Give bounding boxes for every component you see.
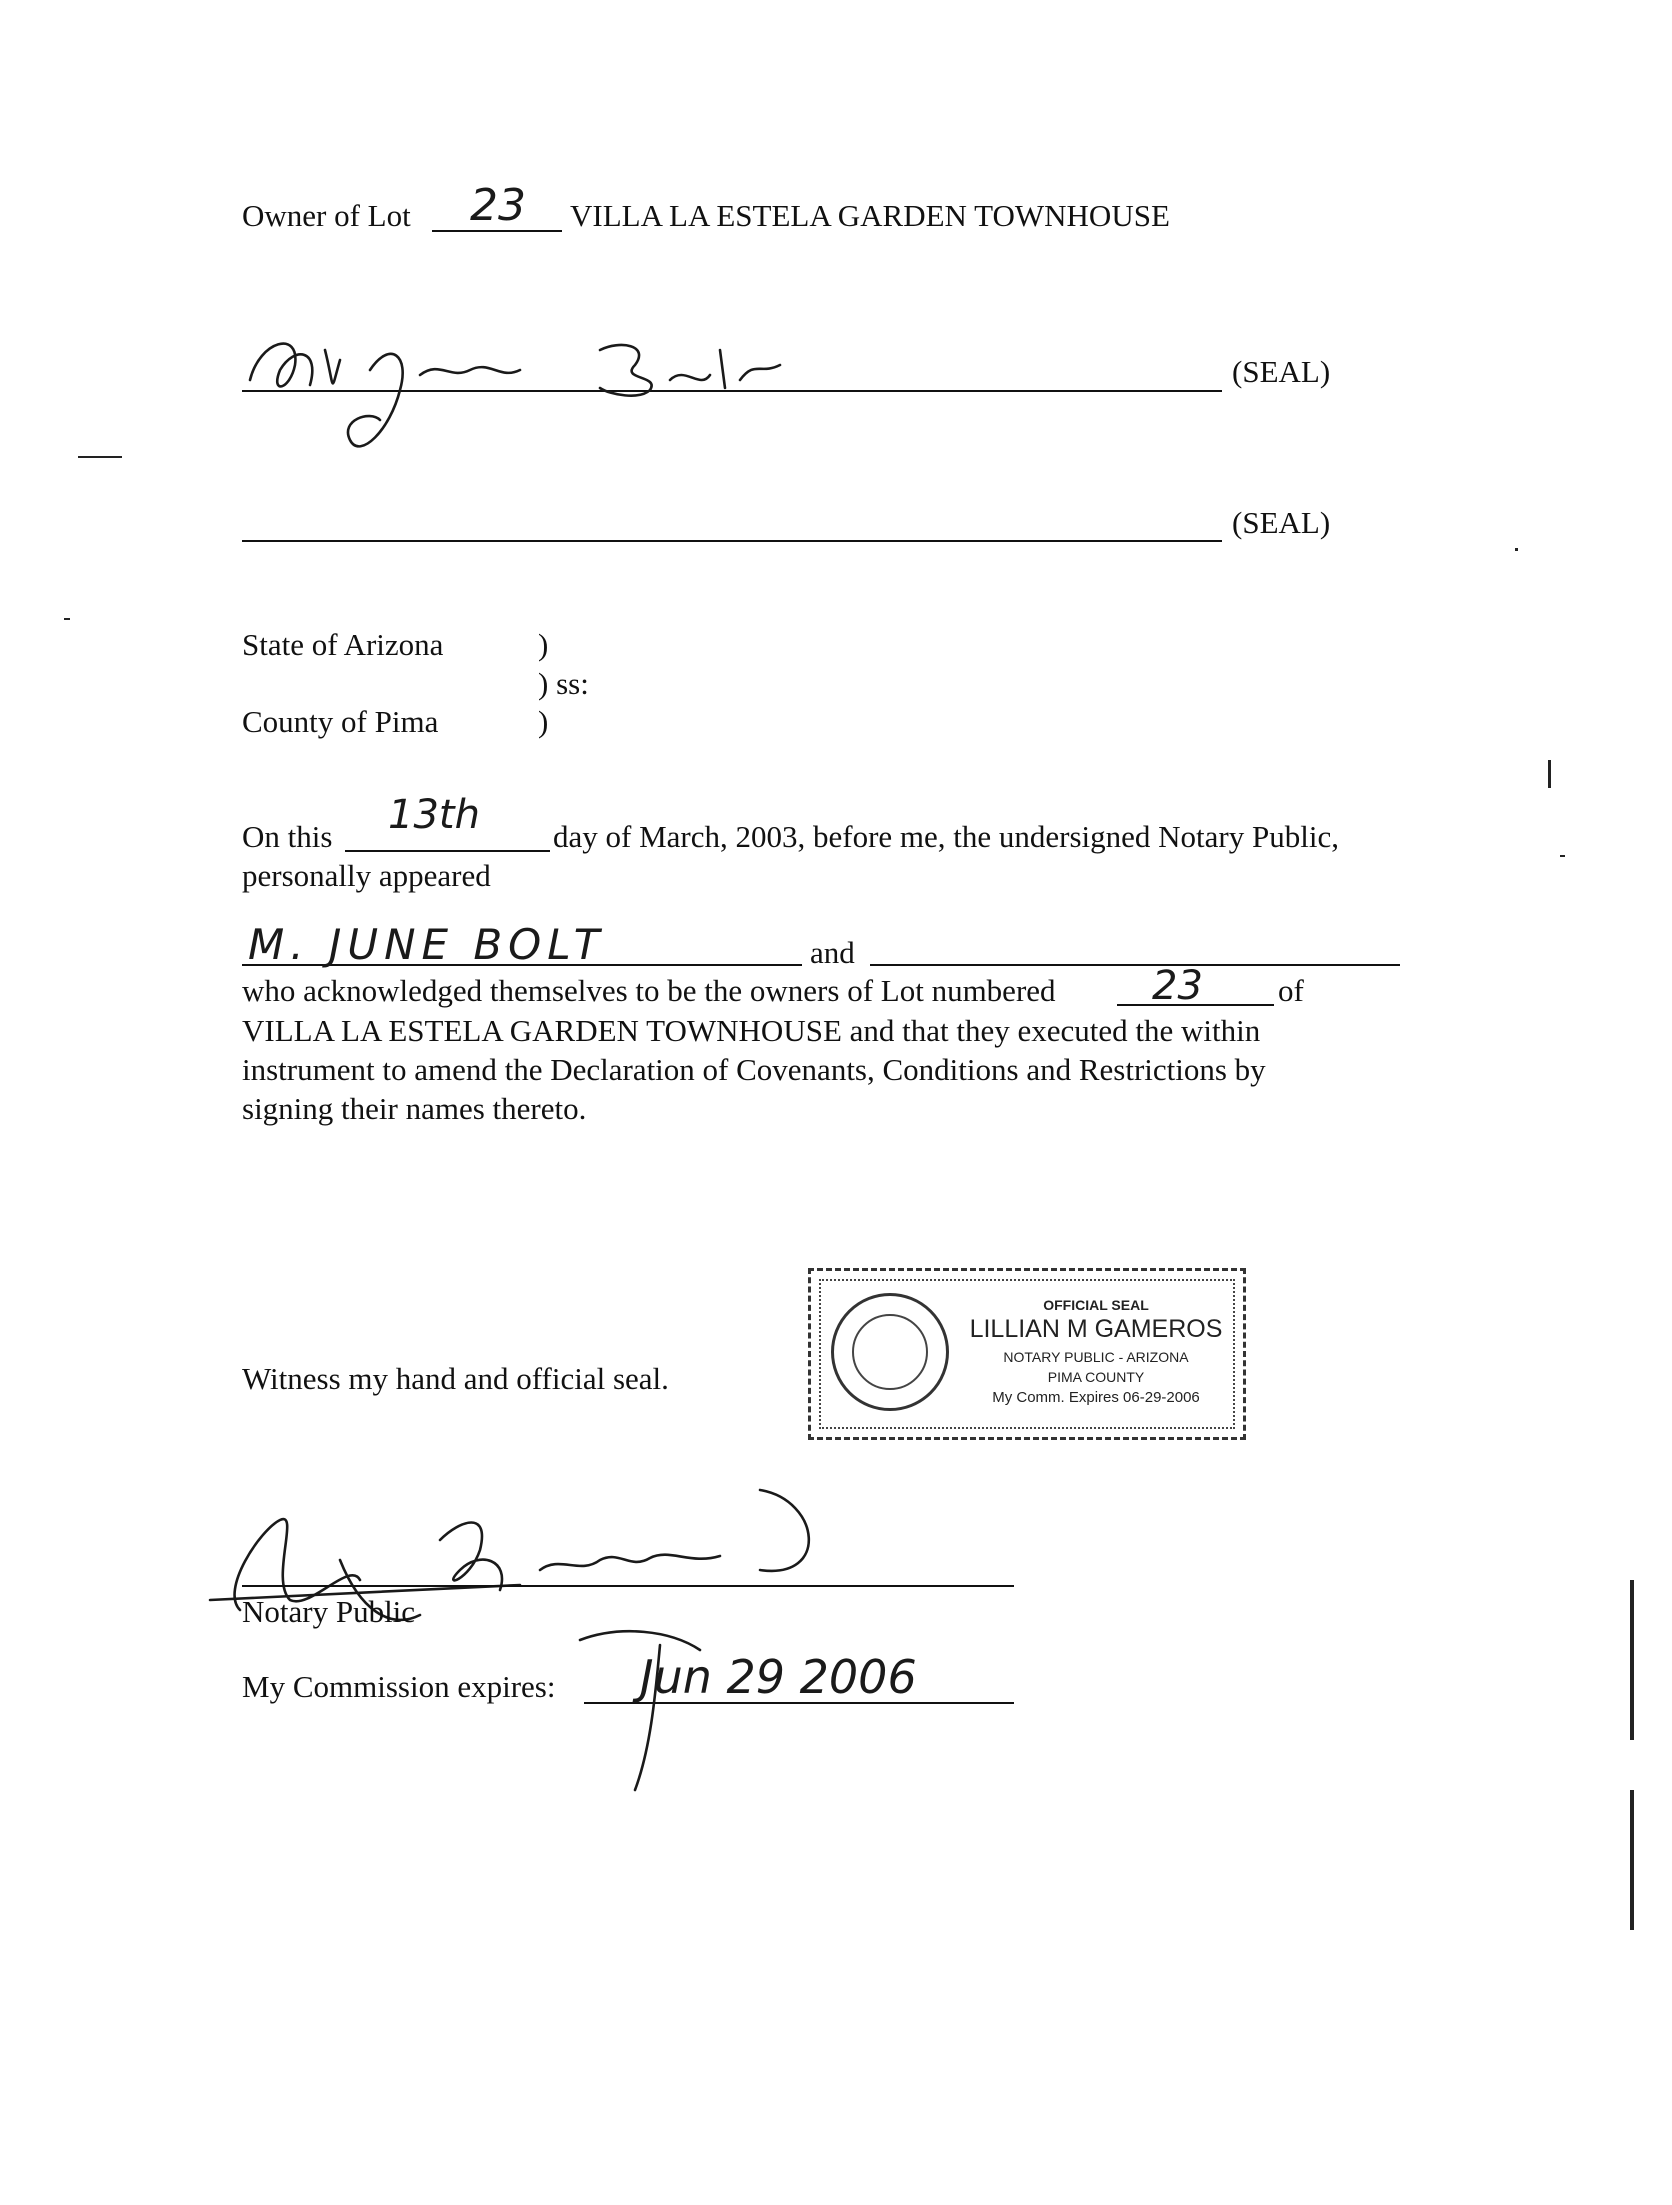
commission-date-flourish bbox=[560, 1620, 860, 1810]
owner-of-lot-label: Owner of Lot bbox=[242, 198, 411, 233]
state-seal-inner-circle bbox=[852, 1314, 928, 1390]
scan-mark bbox=[1548, 760, 1551, 788]
seal-label-2: (SEAL) bbox=[1232, 505, 1331, 540]
of-label: of bbox=[1278, 973, 1304, 1008]
property-name-heading: VILLA LA ESTELA GARDEN TOWNHOUSE bbox=[570, 198, 1170, 233]
seal-label-1: (SEAL) bbox=[1232, 354, 1331, 389]
scan-mark bbox=[1560, 855, 1565, 857]
scan-mark bbox=[1630, 1580, 1634, 1740]
commission-label: My Commission expires: bbox=[242, 1669, 556, 1704]
venue-paren-3: ) bbox=[538, 704, 549, 739]
scan-mark bbox=[78, 456, 122, 458]
witness-text: Witness my hand and official seal. bbox=[242, 1361, 669, 1396]
day-handwritten: 13th bbox=[388, 792, 480, 838]
notary-signature-line bbox=[242, 1585, 1014, 1587]
day-line bbox=[345, 850, 550, 852]
owner-signature-line-2 bbox=[242, 540, 1222, 542]
body-line-2: instrument to amend the Declaration of Covenants, Conditions and Restrictions by bbox=[242, 1052, 1266, 1087]
venue-paren-1: ) bbox=[538, 627, 549, 662]
appeared-name-handwritten: M. JUNE BOLT bbox=[248, 920, 606, 969]
stamp-official-seal: OFFICIAL SEAL bbox=[1043, 1297, 1149, 1313]
after-day-text: day of March, 2003, before me, the undersigned Notary Public, bbox=[553, 819, 1339, 854]
personally-appeared: personally appeared bbox=[242, 858, 491, 893]
stamp-expiration: My Comm. Expires 06-29-2006 bbox=[992, 1389, 1200, 1406]
second-name-line bbox=[870, 964, 1400, 966]
notary-public-label: Notary Public bbox=[242, 1594, 416, 1629]
scan-mark bbox=[64, 618, 70, 620]
owners-line-prefix: who acknowledged themselves to be the owners of Lot numbered bbox=[242, 973, 1056, 1008]
stamp-county: PIMA COUNTY bbox=[1047, 1369, 1145, 1385]
stamp-notary-name: LILLIAN M GAMEROS bbox=[969, 1315, 1223, 1343]
state-seal-emblem bbox=[831, 1293, 949, 1411]
owner-signature bbox=[240, 320, 840, 480]
body-line-1: VILLA LA ESTELA GARDEN TOWNHOUSE and that they executed the within bbox=[242, 1013, 1261, 1048]
and-label: and bbox=[810, 935, 855, 970]
notary-stamp bbox=[808, 1268, 1246, 1440]
on-this-label: On this bbox=[242, 819, 333, 854]
lot-number-handwritten: 23 bbox=[470, 180, 526, 231]
body-line-3: signing their names thereto. bbox=[242, 1091, 587, 1126]
venue-state: State of Arizona bbox=[242, 627, 444, 662]
lot-numbered-handwritten: 23 bbox=[1152, 963, 1203, 1009]
scan-mark bbox=[1515, 548, 1518, 551]
scan-mark bbox=[1630, 1790, 1634, 1930]
stamp-notary-public: NOTARY PUBLIC - ARIZONA bbox=[1003, 1349, 1189, 1365]
venue-ss: ) ss: bbox=[538, 666, 589, 701]
commission-date-handwritten: Jun 29 2006 bbox=[640, 1650, 917, 1704]
venue-county: County of Pima bbox=[242, 704, 439, 739]
